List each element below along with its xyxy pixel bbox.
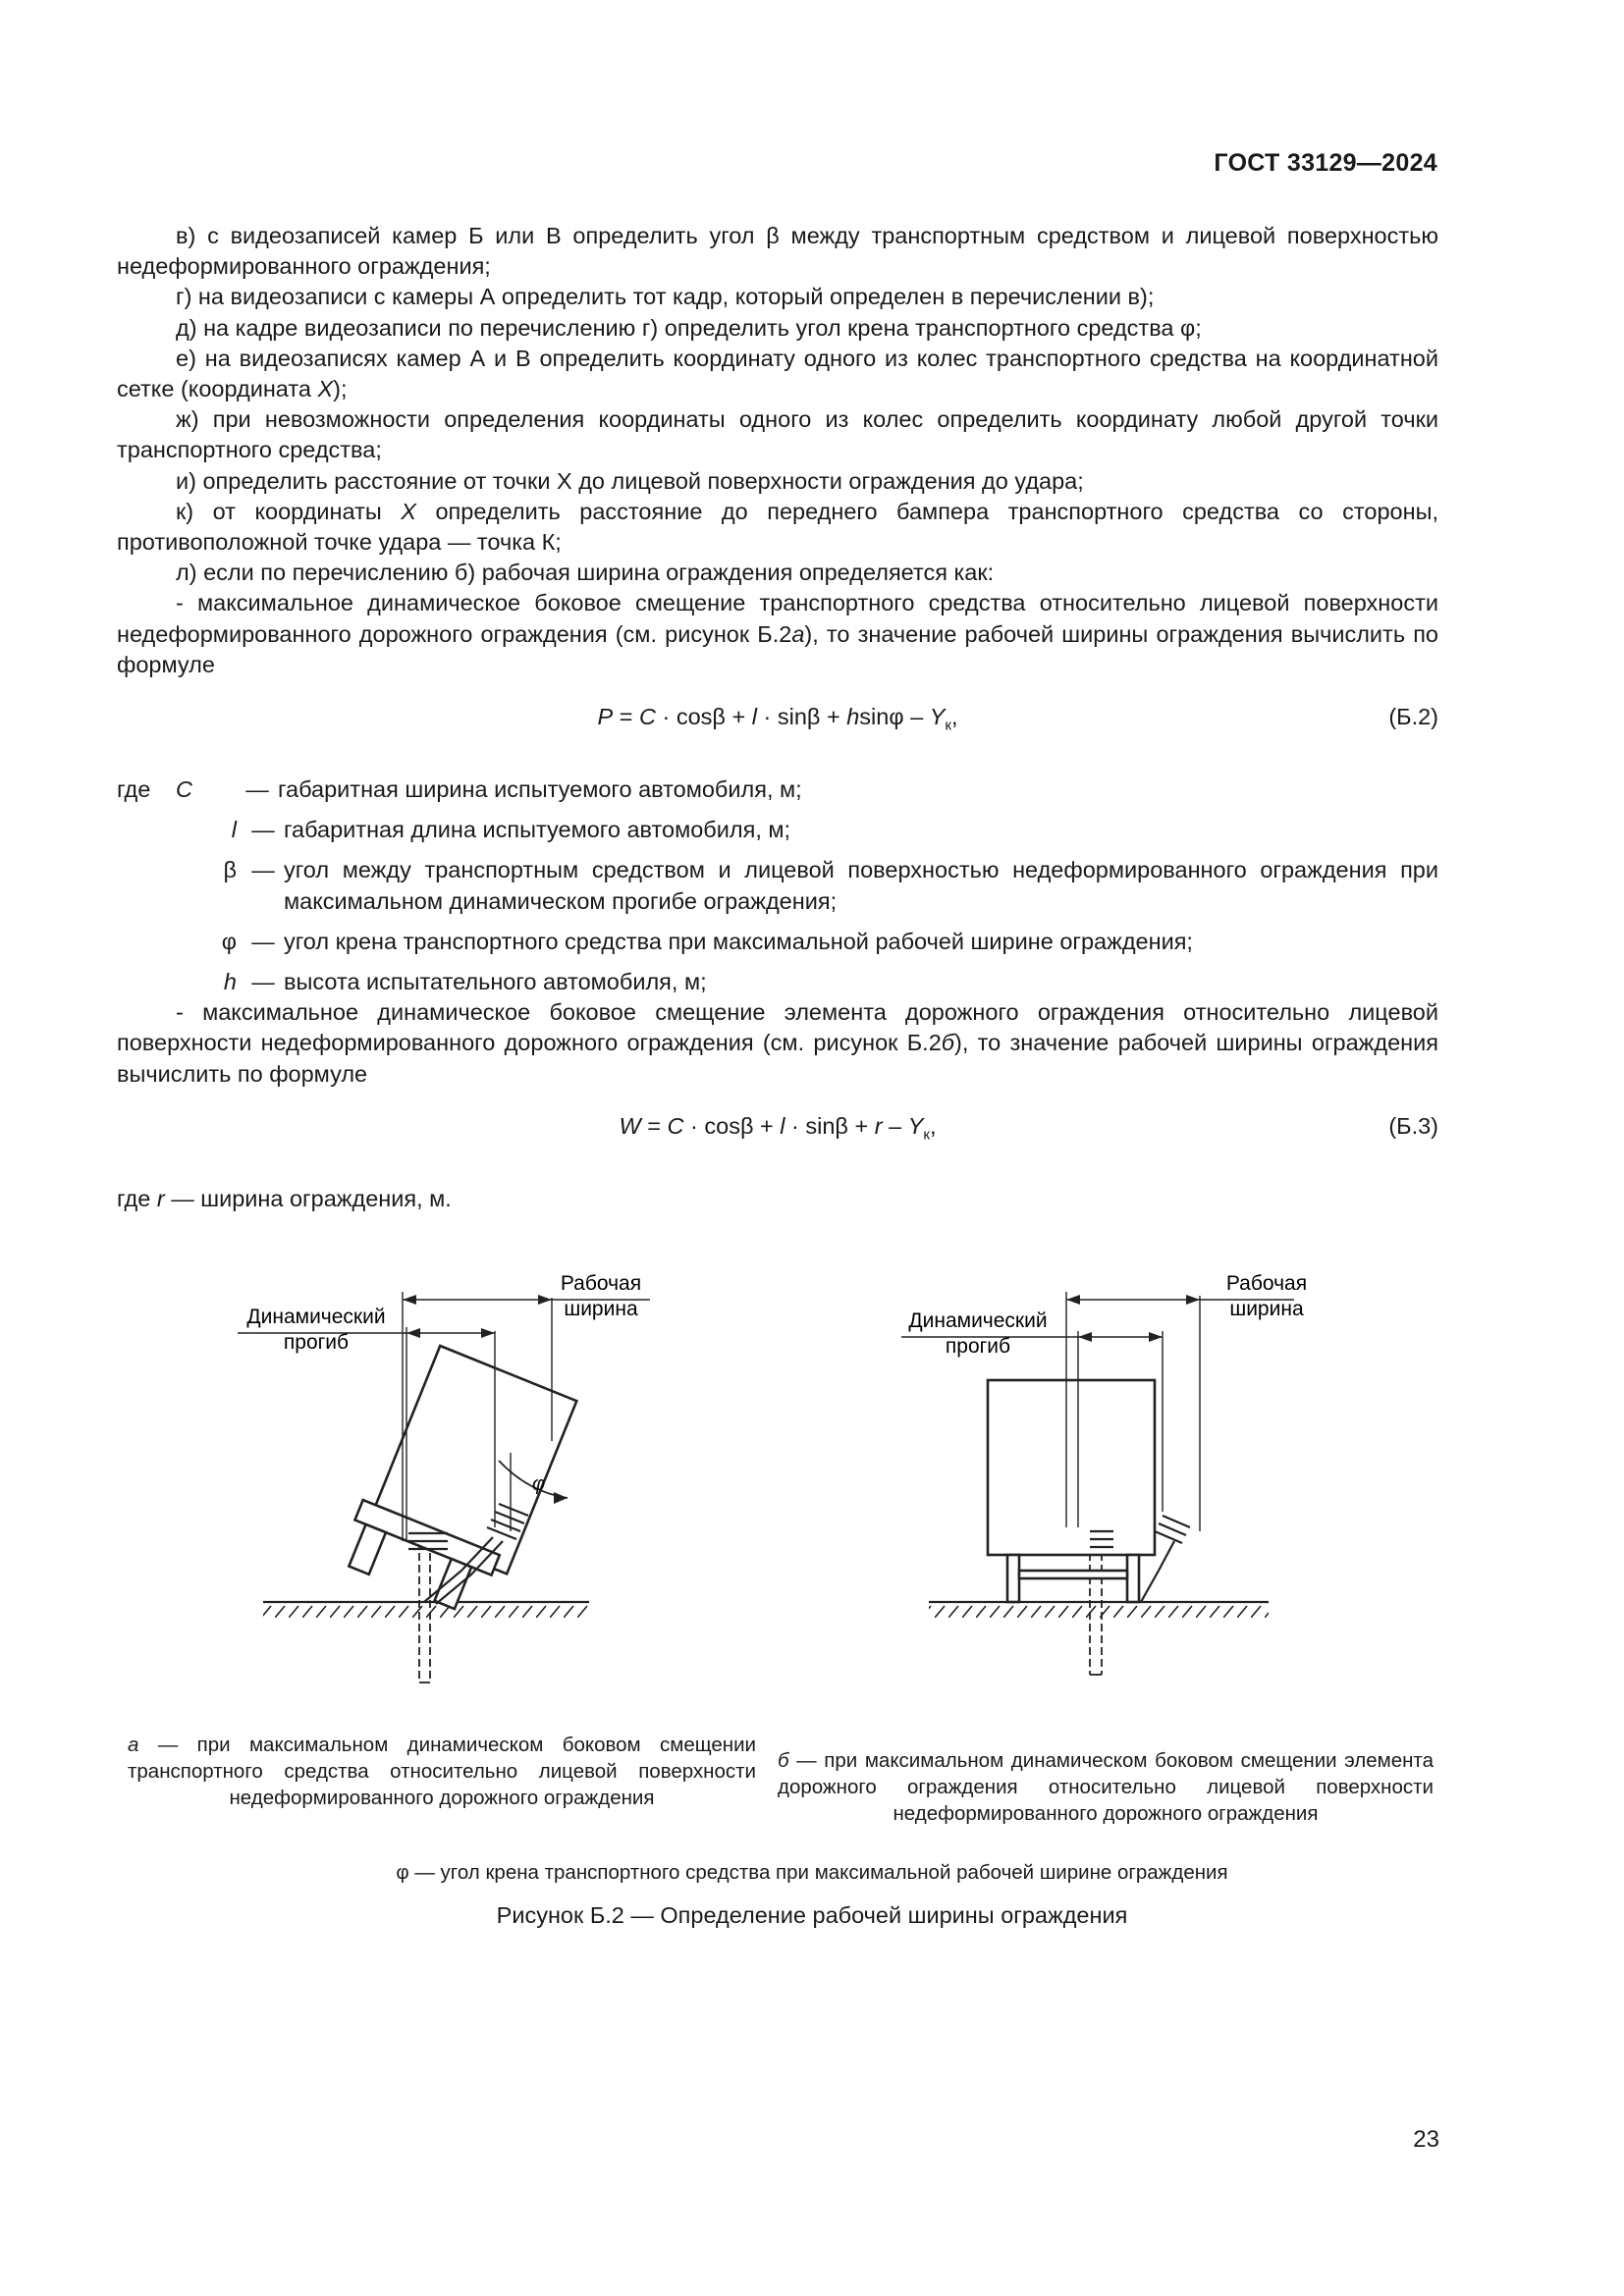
label-a-work-2: ширина (564, 1298, 638, 1320)
item-i: и) определить расстояние от точки X до лицевой поверхности ограждения до удара; (176, 467, 1084, 494)
where-row-h: h — высота испытательного автомобиля, м; (223, 969, 707, 995)
item-k: к) от координаты X определить расстояние до переднего бампера транспортного средства со стороны, противоположной точке удара — точка К; (117, 498, 1439, 556)
figure-title: Рисунок Б.2 — Определение рабочей ширины ограждения (496, 1902, 1128, 1928)
formula-b3-expression: $W = C \cdot \cos\beta + l \cdot \sin\beta + r - Y_к$, (619, 1112, 937, 1144)
figure-b2-drawing (0, 1247, 1624, 1737)
where-row-l: l — габаритная длина испытуемого автомобиля, м; (231, 817, 791, 843)
formula-b2-number: (Б.2) (1388, 704, 1438, 730)
label-a-dyn-1: Динамический (246, 1306, 386, 1328)
formula-b3 (117, 1111, 1438, 1150)
formula-b2 (117, 702, 1438, 741)
label-a-work-1: Рабочая (560, 1272, 642, 1295)
dash-item-element: - максимальное динамическое боковое смещение элемента дорожного ограждения относительно лицевой поверхности недеформированного дорожного ограждения (см. рисунок Б.2б), то значение рабочей ширины ограждения вычислить по формуле (117, 999, 1438, 1087)
figure-b (901, 1272, 1307, 1675)
label-b-work-2: ширина (1229, 1298, 1304, 1320)
figure-a (238, 1272, 650, 1682)
item-g: г) на видеозаписи с камеры А определить тот кадр, который определен в перечислении в); (176, 284, 1155, 310)
label-a-phi: φ (532, 1473, 546, 1495)
item-l: л) если по перечислению б) рабочая ширина ограждения определяется как: (176, 560, 995, 586)
label-a-dyn-2: прогиб (283, 1331, 350, 1354)
dash-item-vehicle: - максимальное динамическое боковое смещение транспортного средства относительно лицевой поверхности недеформированного дорожного ограждения (см. рисунок Б.2а), то значение рабочей ширины ограждения вычислить по формуле (117, 590, 1438, 677)
where-b3: где r — ширина ограждения, м. (117, 1185, 452, 1211)
label-b-dyn-2: прогиб (945, 1335, 1011, 1358)
item-zh: ж) при невозможности определения координаты одного из колес определить координату любой другой точки транспортного средства; (117, 406, 1438, 463)
document-id-header: ГОСТ 33129—2024 (1214, 149, 1437, 177)
where-row-beta: β — угол между транспортным средством и лицевой поверхностью недеформированного ограждения при максимальном динамическом прогибе ограждения; (223, 857, 1438, 914)
label-b-dyn-1: Динамический (908, 1309, 1048, 1332)
item-v: в) с видеозаписей камер Б или В определить угол β между транспортным средством и лицевой поверхностью недеформированного ограждения; (117, 223, 1438, 280)
item-d: д) на кадре видеозаписи по перечислению г) определить угол крена транспортного средства φ; (176, 314, 1202, 341)
where-list-b2 (117, 774, 1438, 997)
item-e: е) на видеозаписях камер А и В определить координату одного из колес транспортного средства на координатной сетке (координата X); (117, 345, 1438, 402)
page-number: 23 (1413, 2126, 1439, 2153)
figure-legend: φ — угол крена транспортного средства при максимальной рабочей ширине ограждения (396, 1861, 1228, 1884)
body-text (117, 221, 1438, 1214)
formula-b2-expression: $P = C \cdot \cos\beta + l \cdot \sin\beta + hsin\varphi - Y_к$, (597, 704, 958, 734)
caption-a: а — при максимальном динамическом боковом смещении транспортного средства относительно лицевой поверхности недеформированного дорожного ограждения (128, 1734, 756, 1809)
where-row-c: где C — габаритная ширина испытуемого автомобиля, м; (117, 776, 802, 803)
label-b-work-1: Рабочая (1225, 1272, 1308, 1295)
caption-b: б — при максимальном динамическом боковом смещении элемента дорожного ограждения относительно лицевой поверхности недеформированного дорожного ограждения (778, 1749, 1434, 1825)
where-row-phi: φ — угол крена транспортного средства при максимальной рабочей ширине ограждения; (221, 928, 1193, 954)
formula-b3-number: (Б.3) (1388, 1112, 1438, 1139)
